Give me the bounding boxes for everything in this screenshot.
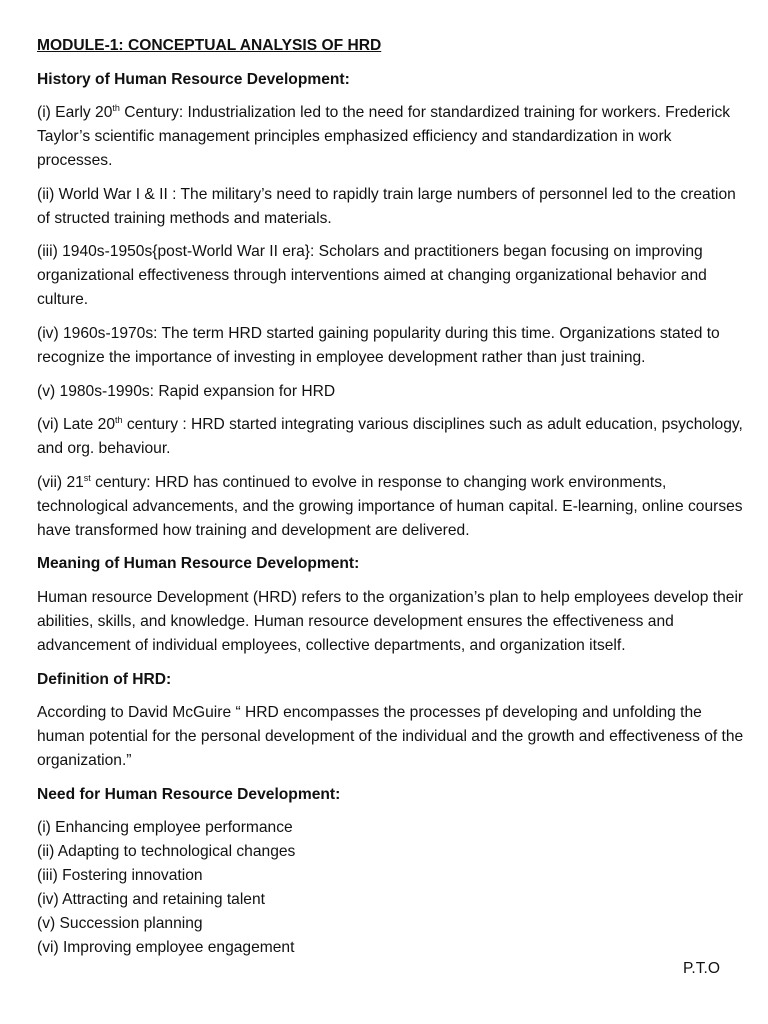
history-item-7-text-b: century: HRD has continued to evolve in response to changing work environments, technological advancements, and the growing importance of human capital. E-learning, online courses have transformed how training and development are delivered. — [37, 473, 743, 539]
definition-paragraph: According to David McGuire “ HRD encompasses the processes pf developing and unfolding the human potential for the personal development of the individual and the growth and effectiveness of the organization.” — [37, 704, 744, 770]
history-heading: History of Human Resource Development: — [37, 70, 350, 88]
history-item-6-text-a: (vi) Late 20 — [37, 416, 116, 434]
document-page — [37, 34, 745, 960]
need-item: (iii) Fostering innovation — [37, 867, 203, 885]
need-item: (v) Succession planning — [37, 915, 203, 933]
meaning-heading: Meaning of Human Resource Development: — [37, 555, 360, 573]
module-title: MODULE-1: CONCEPTUAL ANALYSIS OF HRD — [37, 37, 382, 54]
need-item: (i) Enhancing employee performance — [37, 819, 293, 837]
need-item: (vi) Improving employee engagement — [37, 939, 295, 957]
history-item-7-text-a: (vii) 21 — [37, 473, 84, 491]
history-item-1-superscript: th — [112, 103, 120, 113]
history-item-7-superscript: st — [83, 472, 91, 483]
history-item-6 — [37, 413, 745, 461]
pto-note: P.T.O — [683, 960, 720, 977]
history-item-5: (v) 1980s-1990s: Rapid expansion for HRD — [37, 382, 336, 400]
need-heading: Need for Human Resource Development: — [37, 785, 341, 803]
need-list — [37, 816, 745, 960]
history-item-1 — [37, 101, 745, 173]
history-item-1-text-b: Century: Industrialization led to the need for standardized training for workers. Frederick Taylor’s scientific management principles emphasized efficiency and standardization in work processes. — [37, 104, 731, 170]
history-item-6-text-b: century : HRD started integrating various disciplines such as adult education, psychology, and org. behaviour. — [37, 416, 743, 458]
history-item-2: (ii) World War I & II : The military’s need to rapidly train large numbers of personnel led to the creation of structed training methods and materials. — [37, 185, 736, 227]
need-item: (iv) Attracting and retaining talent — [37, 891, 265, 909]
meaning-paragraph: Human resource Development (HRD) refers to the organization’s plan to help employees develop their abilities, skills, and knowledge. Human resource development ensures the effectiveness and advancement of individual employees, collective departments, and organization itself. — [37, 588, 744, 654]
history-item-1-text-a: (i) Early 20 — [37, 104, 113, 122]
history-item-6-superscript: th — [115, 414, 123, 425]
history-item-3: (iii) 1940s-1950s{post-World War II era}: Scholars and practitioners began focusing on improving organizational effectiveness through interventions aimed at changing organizational behavior and culture. — [37, 243, 707, 309]
history-item-4: (iv) 1960s-1970s: The term HRD started gaining popularity during this time. Organizations stated to recognize the importance of investing in employee development rather than just training. — [37, 324, 720, 366]
need-item: (ii) Adapting to technological changes — [37, 843, 296, 861]
history-item-7 — [37, 471, 745, 543]
definition-heading: Definition of HRD: — [37, 670, 172, 688]
